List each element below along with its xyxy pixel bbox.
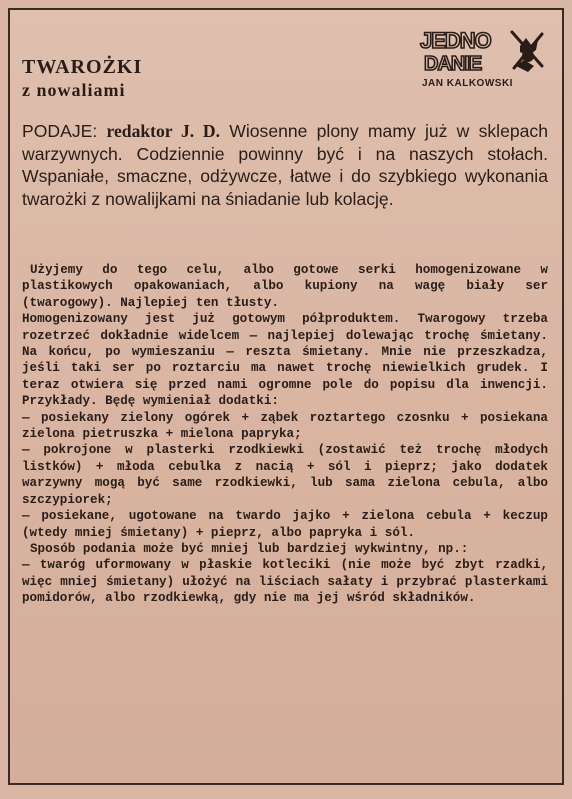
body-paragraph: Sposób podania może być mniej lub bardziej wykwintny, np.: bbox=[30, 541, 469, 556]
article-subtitle: z nowaliami bbox=[22, 80, 126, 100]
list-item: — posiekane, ugotowane na twardo jajko + zielona cebula + keczup (wtedy mniej śmietany) + pieprz, albo papryka i sól. bbox=[22, 509, 548, 540]
list-item: — twaróg uformowany w płaskie kotleciki (nie może być zbyt rzadki, więc mniej śmietany) ułożyć na liściach sałaty i przybrać plasterkami pomidorów, albo rzodkiewką, gdy nie ma jej wśród składników. bbox=[22, 558, 548, 606]
svg-text:DANIE: DANIE bbox=[424, 53, 482, 75]
article-body bbox=[22, 262, 548, 607]
article-title: TWAROŻKI bbox=[22, 56, 143, 78]
lead-paragraph bbox=[22, 120, 548, 210]
list-item: — posiekany zielony ogórek + ząbek roztartego czosnku + posiekana zielona pietruszka + mielona papryka; bbox=[22, 410, 548, 442]
svg-text:JEDNO: JEDNO bbox=[420, 28, 491, 53]
body-paragraph: Homogenizowany jest już gotowym półproduktem. Twarogowy trzeba rozetrzeć dokładnie widelcem — najlepiej dolewając trochę śmietany. Na końcu, po wymieszaniu — reszta śmietany. Mnie nie przeszkadza, jeśli taki ser po roztarciu ma nawet trochę niewielkich grudek. I teraz otwiera się przed nami ogromne pole do popisu dla inwencji. Przykłady. Będę wymieniał dodatki: bbox=[22, 312, 548, 409]
list-item: — pokrojone w plasterki rzodkiewki (zostawić też trochę młodych listków) + młoda cebulka z nacią + sól i pieprz; jako dodatek warzywny mogą być same rzodkiewki, lub sama zielona cebula, albo szczypiorek; bbox=[22, 443, 548, 507]
headline bbox=[22, 56, 142, 102]
lead-text: Wiosenne plony mamy już w sklepach warzywnych. Codziennie powinny być i na naszych stołach. Wspaniałe, smaczne, odżywcze, łatwe i do szybkiego wykonania twarożki z nowalijkami na śniadanie lub kolację. bbox=[22, 121, 549, 209]
jedno-danie-logo-icon bbox=[416, 26, 552, 78]
lead-label: PODAJE: bbox=[22, 121, 98, 141]
body-paragraph: Użyjemy do tego celu, albo gotowe serki homogenizowane w plastikowych opakowaniach, albo kupiony na wagę biały ser (twarogowy). Najlepiej ten tłusty. bbox=[22, 263, 548, 310]
lead-author: redaktor J. D. bbox=[106, 121, 221, 141]
series-logo bbox=[416, 26, 552, 98]
series-author: JAN KALKOWSKI bbox=[422, 78, 513, 89]
